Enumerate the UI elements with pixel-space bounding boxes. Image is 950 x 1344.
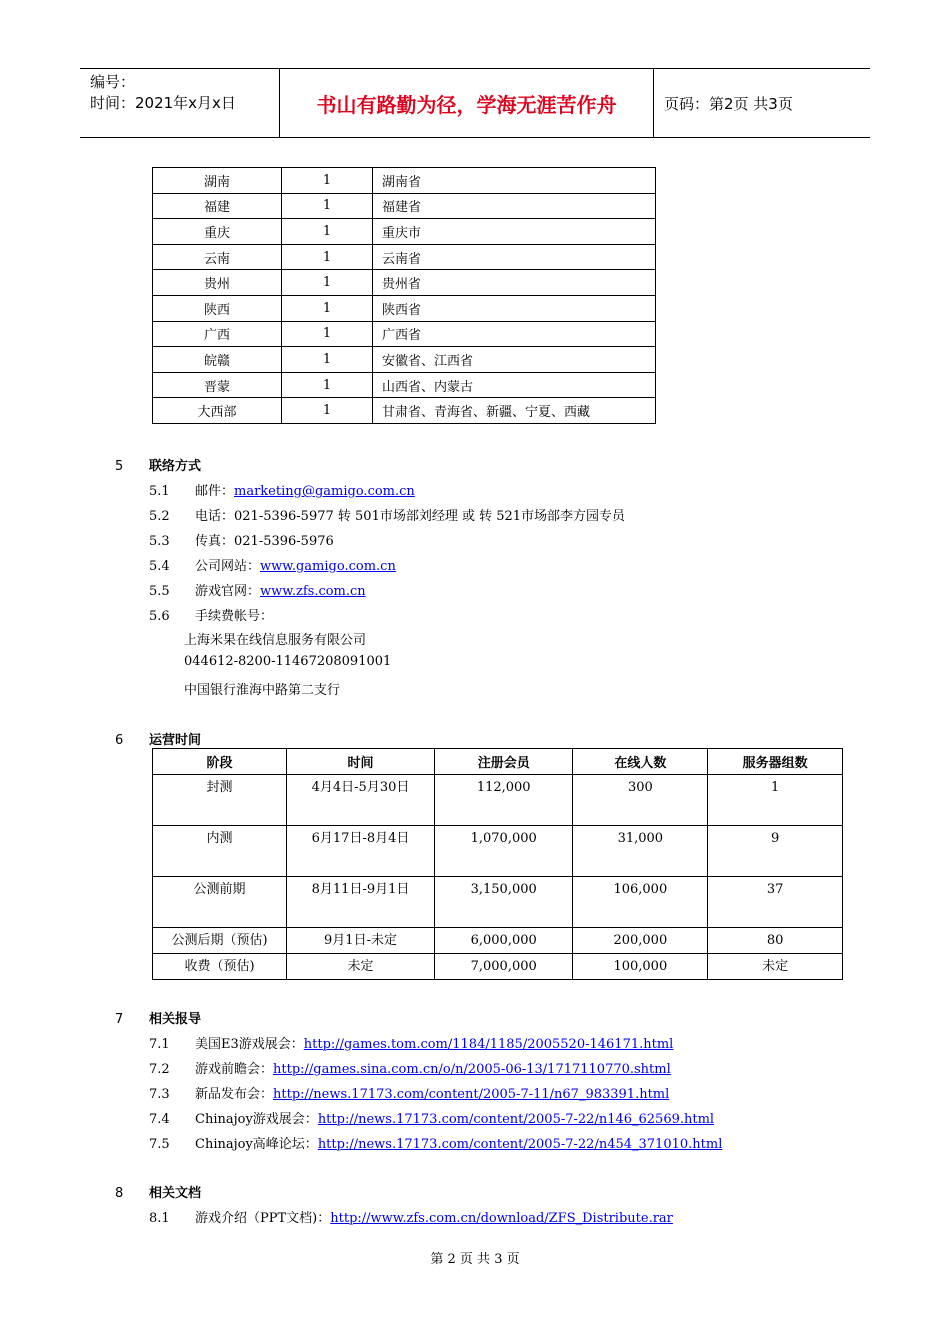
item-number: 5.1 <box>149 484 170 499</box>
header-date: 时间：2021年x月x日 <box>90 94 236 112</box>
item-number: 5.4 <box>149 559 170 574</box>
table-row <box>153 270 656 296</box>
item-link[interactable]: http://www.zfs.com.cn/download/ZFS_Distribute.rar <box>330 1211 673 1226</box>
region-count: 1 <box>282 168 373 194</box>
item-label: 新品发布会： <box>195 1087 274 1102</box>
item-number: 5.3 <box>149 534 170 549</box>
ops-members: 7,000,000 <box>435 954 573 980</box>
section-title: 相关文档 <box>149 1186 202 1201</box>
ops-stage: 封测 <box>153 775 287 826</box>
region-count: 1 <box>282 372 373 398</box>
list-item <box>149 480 415 499</box>
list-item <box>149 1058 671 1077</box>
item-link[interactable]: http://news.17173.com/content/2005-7-22/n146_62569.html <box>317 1112 715 1127</box>
header-page: 页码：第2页 共3页 <box>664 94 793 113</box>
region-area: 重庆 <box>153 219 282 245</box>
region-provinces: 湖南省 <box>373 168 656 194</box>
region-count: 1 <box>282 347 373 373</box>
item-number: 5.6 <box>149 609 170 624</box>
ops-servers: 37 <box>708 877 843 928</box>
region-count: 1 <box>282 398 373 424</box>
ops-servers: 9 <box>708 826 843 877</box>
item-label: 美国E3游戏展会： <box>195 1037 304 1052</box>
account-line: 中国银行淮海中路第二支行 <box>184 683 341 698</box>
table-row <box>153 398 656 424</box>
list-item <box>149 1033 673 1052</box>
col-header-stage: 阶段 <box>153 749 287 775</box>
ops-time: 8月11日-9月1日 <box>286 877 434 928</box>
item-label: 邮件： <box>195 484 235 499</box>
region-provinces: 贵州省 <box>373 270 656 296</box>
region-area: 福建 <box>153 193 282 219</box>
table-row <box>153 321 656 347</box>
item-link[interactable]: http://games.sina.com.cn/o/n/2005-06-13/1717110770.shtml <box>273 1062 671 1077</box>
section-title: 联络方式 <box>149 459 202 474</box>
item-number: 7.5 <box>149 1137 170 1152</box>
region-area: 云南 <box>153 244 282 270</box>
item-label: 电话：021-5396-5977 转 501市场部刘经理 或 转 521市场部李方园专员 <box>195 509 626 524</box>
table-row <box>153 775 843 826</box>
list-item <box>149 1083 669 1102</box>
ops-servers: 未定 <box>708 954 843 980</box>
ops-online: 300 <box>573 775 708 826</box>
ops-servers: 80 <box>708 928 843 954</box>
region-provinces: 福建省 <box>373 193 656 219</box>
list-item <box>149 555 396 574</box>
region-provinces: 安徽省、江西省 <box>373 347 656 373</box>
table-row <box>153 168 656 194</box>
table-row <box>153 244 656 270</box>
region-area: 广西 <box>153 321 282 347</box>
section-number: 7 <box>115 1012 124 1027</box>
item-number: 7.2 <box>149 1062 170 1077</box>
item-link[interactable]: http://games.tom.com/1184/1185/2005520-146171.html <box>303 1037 674 1052</box>
item-number: 7.1 <box>149 1037 170 1052</box>
ops-stage: 公测后期（预估) <box>153 928 287 954</box>
item-label: 公司网站： <box>195 559 261 574</box>
item-number: 5.5 <box>149 584 170 599</box>
region-provinces: 甘肃省、青海省、新疆、宁夏、西藏 <box>373 398 656 424</box>
ops-online: 200,000 <box>573 928 708 954</box>
list-item <box>149 605 273 624</box>
list-item <box>149 580 366 599</box>
col-header-members: 注册会员 <box>435 749 573 775</box>
region-count: 1 <box>282 295 373 321</box>
region-area: 晋蒙 <box>153 372 282 398</box>
ops-stage: 公测前期 <box>153 877 287 928</box>
item-number: 8.1 <box>149 1211 170 1226</box>
ops-time: 4月4日-5月30日 <box>286 775 434 826</box>
section-number: 5 <box>115 459 124 474</box>
region-provinces: 山西省、内蒙古 <box>373 372 656 398</box>
region-count: 1 <box>282 244 373 270</box>
table-row <box>153 877 843 928</box>
ops-stage: 收费（预估) <box>153 954 287 980</box>
section-docs-heading <box>115 1182 201 1201</box>
section-reports-heading <box>115 1008 201 1027</box>
region-area: 皖赣 <box>153 347 282 373</box>
item-number: 7.4 <box>149 1112 170 1127</box>
header-number: 编号： <box>90 73 136 91</box>
header-meta <box>80 69 280 137</box>
table-row <box>153 954 843 980</box>
region-provinces: 重庆市 <box>373 219 656 245</box>
region-area: 大西部 <box>153 398 282 424</box>
page-footer: 第 2 页 共 3 页 <box>430 1252 520 1267</box>
list-item <box>149 1207 673 1226</box>
ops-time: 9月1日-未定 <box>286 928 434 954</box>
section-contact-heading <box>115 455 201 474</box>
section-operations-heading <box>115 729 201 748</box>
item-link[interactable]: marketing@gamigo.com.cn <box>234 484 415 499</box>
account-line: 上海米果在线信息服务有限公司 <box>184 633 367 648</box>
item-label: Chinajoy高峰论坛： <box>195 1137 318 1152</box>
page-header <box>80 68 870 138</box>
region-count: 1 <box>282 270 373 296</box>
region-area: 贵州 <box>153 270 282 296</box>
table-row <box>153 928 843 954</box>
item-label: 传真：021-5396-5976 <box>195 534 334 549</box>
list-item <box>149 1133 722 1152</box>
list-item <box>149 1108 714 1127</box>
item-number: 7.3 <box>149 1087 170 1102</box>
table-row <box>153 347 656 373</box>
region-table <box>152 167 656 424</box>
region-count: 1 <box>282 321 373 347</box>
region-area: 陕西 <box>153 295 282 321</box>
ops-time: 6月17日-8月4日 <box>286 826 434 877</box>
region-provinces: 陕西省 <box>373 295 656 321</box>
list-item <box>149 505 625 524</box>
region-count: 1 <box>282 193 373 219</box>
col-header-time: 时间 <box>286 749 434 775</box>
ops-online: 100,000 <box>573 954 708 980</box>
section-title: 运营时间 <box>149 733 202 748</box>
ops-time: 未定 <box>286 954 434 980</box>
ops-members: 112,000 <box>435 775 573 826</box>
section-title: 相关报导 <box>149 1012 202 1027</box>
ops-online: 106,000 <box>573 877 708 928</box>
ops-stage: 内测 <box>153 826 287 877</box>
table-header-row <box>153 749 843 775</box>
item-link[interactable]: http://news.17173.com/content/2005-7-22/n454_371010.html <box>317 1137 723 1152</box>
section-number: 6 <box>115 733 124 748</box>
item-link[interactable]: www.zfs.com.cn <box>260 584 366 599</box>
ops-members: 6,000,000 <box>435 928 573 954</box>
item-link[interactable]: www.gamigo.com.cn <box>260 559 396 574</box>
table-row <box>153 295 656 321</box>
item-label: 游戏官网： <box>195 584 261 599</box>
region-provinces: 云南省 <box>373 244 656 270</box>
item-label: 游戏介绍（PPT文档)： <box>195 1211 331 1226</box>
ops-servers: 1 <box>708 775 843 826</box>
region-count: 1 <box>282 219 373 245</box>
item-link[interactable]: http://news.17173.com/content/2005-7-11/n67_983391.html <box>273 1087 670 1102</box>
operations-table <box>152 748 843 980</box>
ops-members: 1,070,000 <box>435 826 573 877</box>
header-motto: 书山有路勤为径，学海无涯苦作舟 <box>280 69 654 137</box>
region-area: 湖南 <box>153 168 282 194</box>
col-header-servers: 服务器组数 <box>708 749 843 775</box>
table-row <box>153 193 656 219</box>
ops-online: 31,000 <box>573 826 708 877</box>
table-row <box>153 219 656 245</box>
account-line: 044612-8200-11467208091001 <box>184 654 392 669</box>
col-header-online: 在线人数 <box>573 749 708 775</box>
item-label: 游戏前瞻会： <box>195 1062 274 1077</box>
ops-members: 3,150,000 <box>435 877 573 928</box>
section-number: 8 <box>115 1186 124 1201</box>
table-row <box>153 372 656 398</box>
region-provinces: 广西省 <box>373 321 656 347</box>
item-label: 手续费帐号： <box>195 609 274 624</box>
list-item <box>149 530 334 549</box>
item-number: 5.2 <box>149 509 170 524</box>
table-row <box>153 826 843 877</box>
item-label: Chinajoy游戏展会： <box>195 1112 318 1127</box>
